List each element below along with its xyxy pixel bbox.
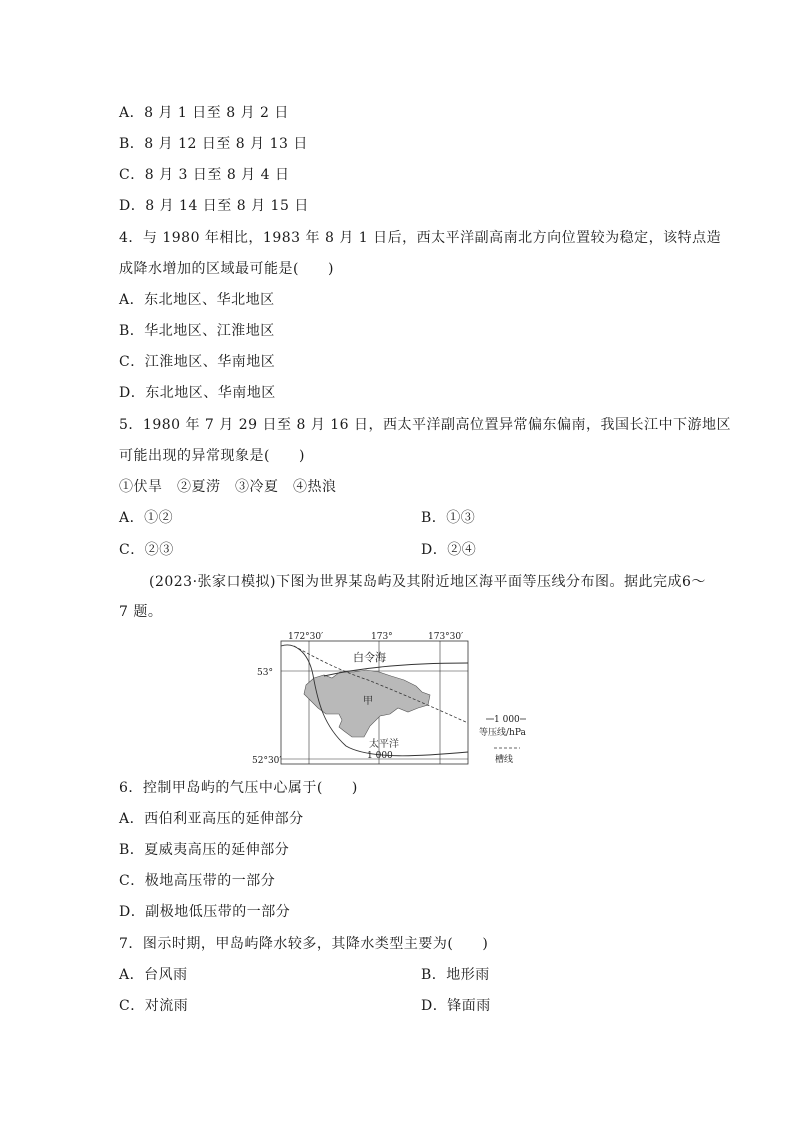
- isobar-map: [252, 628, 538, 768]
- q5-stem-line1: 5．1980 年 7 月 29 日至 8 月 16 日，西太平洋副高位置异常偏东偏南，我国长江中下游地区: [119, 417, 732, 433]
- q4-stem-line1: 4．与 1980 年相比，1983 年 8 月 1 日后，西太平洋副高南北方向位置较为稳定，该特点造: [119, 230, 722, 246]
- lon-label-173: 173°: [371, 632, 393, 642]
- q4-option-b: B．华北地区、江淮地区: [119, 323, 275, 339]
- q5-option-d: D．②④: [421, 542, 477, 558]
- q3-option-d: D．8 月 14 日至 8 月 15 日: [119, 198, 309, 214]
- lon-label-172-30: 172°30′: [288, 632, 324, 642]
- q3-option-b: B．8 月 12 日至 8 月 13 日: [119, 136, 308, 152]
- q7-option-c: C．对流雨: [119, 998, 189, 1014]
- lat-label-53: 53°: [257, 668, 273, 678]
- island-label: 甲: [363, 696, 373, 707]
- q7-stem: 7．图示时期，甲岛屿降水较多，其降水类型主要为( ): [119, 936, 489, 952]
- intro-line2: 7 题。: [119, 604, 163, 620]
- q4-option-a: A．东北地区、华北地区: [119, 292, 275, 308]
- q3-option-a: A．8 月 1 日至 8 月 2 日: [119, 105, 289, 121]
- q7-option-a: A．台风雨: [119, 967, 188, 983]
- q5-option-a: A．①②: [119, 510, 174, 526]
- q7-option-d: D．锋面雨: [421, 998, 491, 1014]
- q4-stem-line2: 成降水增加的区域最可能是( ): [119, 261, 334, 277]
- q5-stem-line2: 可能出现的异常现象是( ): [119, 448, 305, 464]
- q6-option-b: B．夏威夷高压的延伸部分: [119, 842, 290, 858]
- q7-option-b: B．地形雨: [421, 967, 490, 983]
- q5-option-c: C．②③: [119, 542, 174, 558]
- q6-option-c: C．极地高压带的一部分: [119, 873, 276, 889]
- sea-label-north: 白令海: [353, 651, 386, 664]
- sea-label-south: 太平洋: [369, 739, 399, 750]
- isobar-value-label: 1 000: [367, 751, 393, 761]
- legend-isobar-value: 1 000: [494, 715, 520, 725]
- q6-option-d: D．副极地低压带的一部分: [119, 904, 291, 920]
- intro-line1: (2023·张家口模拟)下图为世界某岛屿及其附近地区海平面等压线分布图。据此完成6～: [149, 574, 706, 590]
- lat-label-52-30: 52°30′: [252, 756, 282, 766]
- q3-option-c: C．8 月 3 日至 8 月 4 日: [119, 167, 290, 183]
- legend-trough-label: 槽线: [495, 755, 514, 765]
- q6-stem: 6．控制甲岛屿的气压中心属于( ): [119, 780, 358, 796]
- q5-items: ①伏旱 ②夏涝 ③冷夏 ④热浪: [119, 479, 337, 495]
- q6-option-a: A．西伯利亚高压的延伸部分: [119, 811, 304, 827]
- q4-option-d: D．东北地区、华南地区: [119, 385, 276, 401]
- legend-isobar-label: 等压线/hPa: [479, 728, 526, 738]
- lon-label-173-30: 173°30′: [428, 632, 464, 642]
- q4-option-c: C．江淮地区、华南地区: [119, 354, 276, 370]
- q5-option-b: B．①③: [421, 510, 476, 526]
